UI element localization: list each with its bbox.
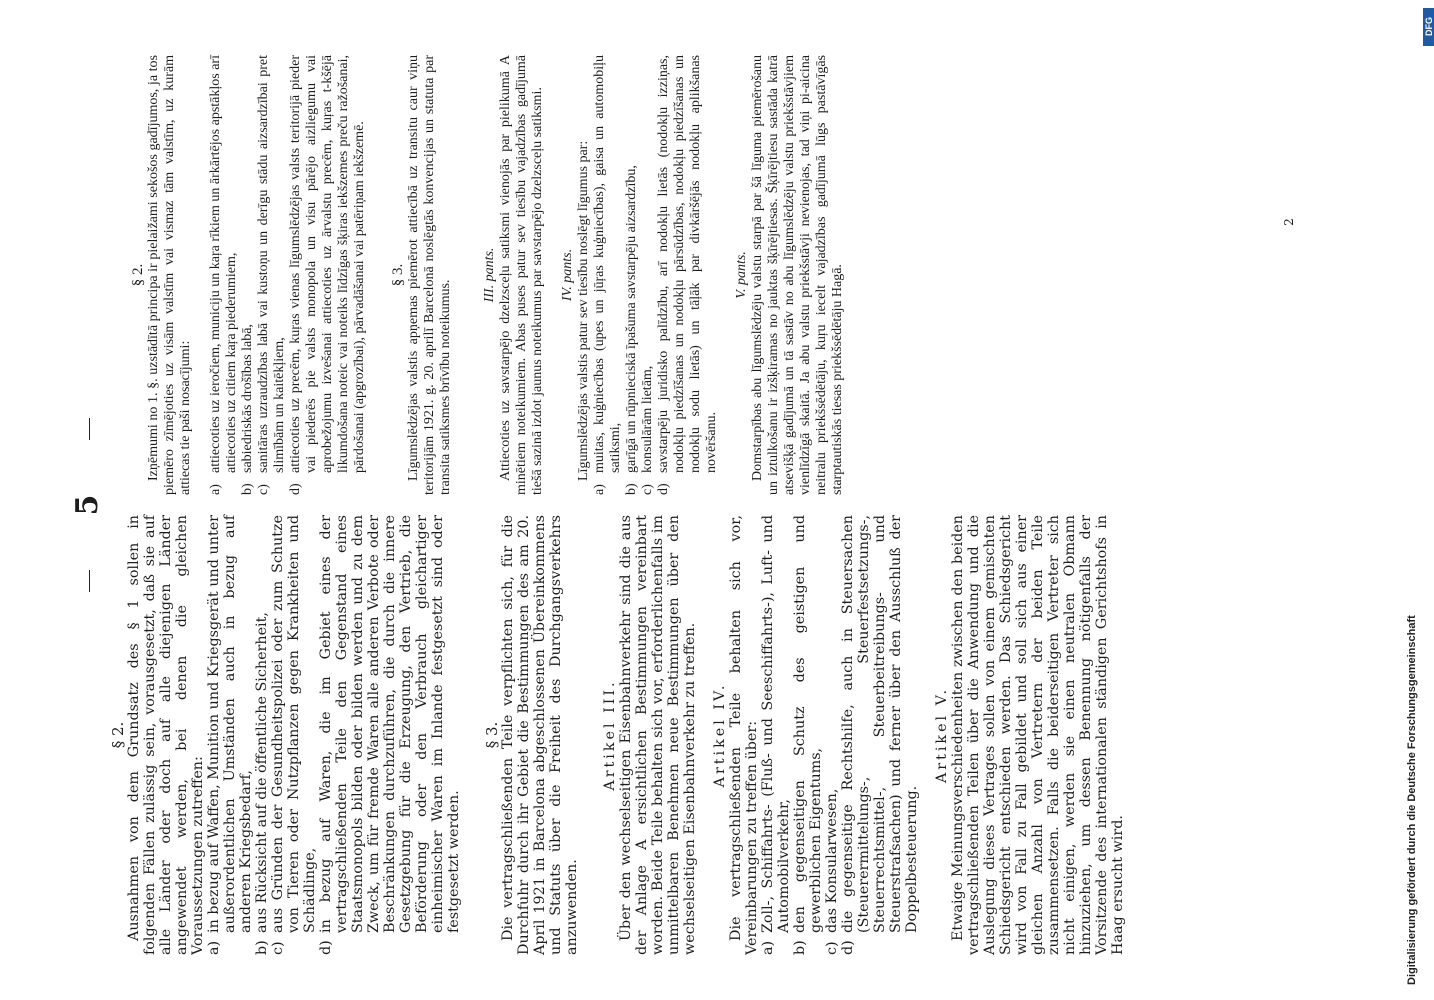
dfg-logo: DFG xyxy=(1423,8,1434,46)
de-sec2-list xyxy=(206,515,462,955)
list-item: d) attiecoties uz precēm, kuŗas vienas līgumslēdzējas valsts teritorijā pieder vai piederēs pie valsts monopola un visu pārējo aizliegumu vai aprobežojumu izvešanai attiecoties uz ārvalstu precēm, kuŗas t-kšējā likumdošana notеic vai noteiks līdzīgas šķiras iekšzemes preču ražošanai, pārdošanai (apgrozībai), pārvadāšanai vai patēriņam iekšzemē. xyxy=(288,55,367,495)
lv-art4-list xyxy=(592,55,720,495)
list-item: a) attiecoties uz ieročiem, municiju un kaŗa rīkiem un ārkārtējos apstākļos arī attiecoties uz citiem kaŗa piederumiem, xyxy=(208,55,239,495)
lv-art5-text: Domstarpības abu līgumslēdzēju valstu starpā par šā līguma piemērošanu un iztulkošanu ir izšķiramas no jauktas šķīrējtiesas. Šķīrējtiesu sastāda katrā atsevišķā gadījumā un tā sastāv no abu līgumslēdzēju valstu priekšstāvjiem vienlīdzīgā skaitā. Ja abu valstu priekšstāvji nevienojas, tad viņi pi-aicina neitralu priekšsēdētāju, kuŗu iecelt vajadzības gadījumā lūgs pastāvīgās starptautiskās tiesas priekšsēdētāju Hagā. xyxy=(750,55,845,495)
list-item: a) muitas, kuģniecības (upes un jūŗas kuģniecības), gaisa un automobiļu satiksmi, xyxy=(592,55,623,495)
lv-sec2-intro: Izņēmumi no 1. §. uzstādītā principa ir pielaižami sekošos gadījumos, ja tos piemēro zīmējoties uz visām valstīm vai vismaz tām valstīm, uz kurām attiecas tie paši nosacījumi: xyxy=(146,55,193,495)
lv-art4-intro: Līgumslēdzējas valstis patur sev tiesību noslēgt līgumus par: xyxy=(576,140,591,481)
de-sec3-title: § 3. xyxy=(483,721,501,749)
lv-sec3-text: Līgumslēdzējas valstis apņemas piemērot attiecībā uz transitu caur viņu teritorijām 1921. g. 20. aprilī Barcelonā noslēgtās konvencijas un statuta par transita satiksmes brīvību noteikumus. xyxy=(406,55,453,495)
de-sec2-title: § 2. xyxy=(109,721,127,749)
lv-art5-title: V. pants. xyxy=(734,251,749,299)
list-item: a) Zoll-, Schiffahrts- (Fluß- und Seeschiffahrts-), Luft- und Automobilverkehr, xyxy=(760,515,792,955)
list-item: b) sabiedriskās drošības labā, xyxy=(240,324,255,495)
de-sec3-text: Die vertragschließenden Teile verpflichten sich, für die Durchfuhr durch ihr Gebiet die Bestimmungen des am 20. April 1921 in Barcelona abgeschlossenen Übereinkommens und Statuts über die Freiheit des Durchgangsverkehrs anzuwenden. xyxy=(500,515,580,955)
page-number: 5 xyxy=(70,494,105,516)
de-art4-intro: Die vertragschließenden Teile behalten sich vor, Vereinbarungen zu treffen über: xyxy=(728,515,760,955)
lv-art4-title: IV. pants. xyxy=(560,248,575,302)
de-art5-title: Artikel V. xyxy=(934,686,950,784)
lv-art3-title: III. pants. xyxy=(482,247,497,303)
header-rule-right xyxy=(89,418,90,440)
list-item: b) aus Rücksicht auf die öffentliche Sicherheit, xyxy=(254,612,270,955)
list-item: d) in bezug auf Waren, die im Gebiet eines der vertragschließenden Teile den Gegenstand eines Staatsmonopols bilden oder bilden werden und zu dem Zweck, um für fremde Waren alle anderen Verbote oder Beschränkungen durchzuführen, die durch die innere Gesetzgebung für die Erzeugung, den Vertrieb, die Beförderung oder den Verbrauch gleichartiger einheimischer Waren im Inlande festgesetzt sind oder festgesetzt werden. xyxy=(318,515,462,955)
list-item: c) sanitāras uzraudzības labā vai kustoņu un derīgu stādu aizsardzībai pret slimībām un kaitēkļiem, xyxy=(256,55,287,495)
list-item: c) konsulārām lietām, xyxy=(640,365,655,495)
digitization-credit: Digitalisierung gefördert durch die Deutsche Forschungsgemeinschaft xyxy=(1406,615,1418,985)
list-item: d) savstarpēju juridisko palīdzību, arī nodokļu lietās (nodokļu izziņas, nodokļu piedzīšanas un nodokļu pārsūdzības, nodokļu piedzīšanas un nodokļu sodu lietās) un tāļāk par divkāršējās nodokļu aplikšanas novēršanu. xyxy=(656,55,719,495)
german-column xyxy=(109,515,1126,955)
list-item: a) in bezug auf Waffen, Munition und Kriegsgerät und unter außerordentlichen Umständen auch in bezug auf anderen Kriegsbedarf, xyxy=(206,515,254,955)
latvian-column xyxy=(130,55,845,495)
page-header xyxy=(70,55,110,955)
de-art4-list xyxy=(760,515,920,955)
rotated-document xyxy=(70,55,1320,955)
header-rule-left xyxy=(89,570,90,592)
de-art3-text: Über den wechselseitigen Eisenbahnverkehr sind die aus der Anlage A ersichtlichen Bestimmungen vereinbart worden. Beide Teile behalten sich vor, erforderlichenfalls im unmittelbaren Benehmen neue Bestimmungen über den wechselseitigen Eisenbahnverkehr zu treffen. xyxy=(618,515,698,955)
lv-sec2-title: § 2. xyxy=(130,263,146,287)
lv-sec3-title: § 3. xyxy=(390,263,406,287)
footer-page-number: 2 xyxy=(1281,218,1296,226)
lv-art3-text: Attiecoties uz savstarpējo dzelzsceļu satiksmi vienojās par pielikumā A minētiem noteikumiem. Abas puses patur sev tiesību vajadzības gadījumā tiešā sazinā izdot jaunus noteikumus par savstarpējo dzelzsceļu satiksmi. xyxy=(498,55,545,495)
de-art5-text: Etwaige Meinungsverschiedenheiten zwischen den beiden vertragschließenden Teilen über die Anwendung und die Auslegung dieses Vertrages sollen von einem gemischten Schiedsgericht entschieden werden. Das Schiedsgericht wird von Fall zu Fall gebildet und soll sich aus einer gleichen Anzahl von Vertretern der beiden Teile zusammensetzen. Falls die beiderseitigen Vertreter sich nicht einigen, werden sie einen neutralen Obmann hinzuziehen, um dessen Benennung nötigenfalls der Vorsitzende des internationalen ständigen Gerichtshofs in Haag ersucht wird. xyxy=(950,515,1126,955)
list-item: b) garīgā un rūpnieciskā īpašuma savstarpēju aizsardzību, xyxy=(624,165,639,495)
de-art4-title: Artikel IV. xyxy=(712,682,728,788)
list-item: c) aus Gründen der Gesundheitspolizei oder zum Schutze von Tieren oder Nutzpflanzen gegen Krankheiten und Schädlinge, xyxy=(270,515,318,955)
list-item: d) die gegenseitige Rechtshilfe, auch in Steuersachen (Steuerermittelungs-, Steuerfestsetzungs-, Steuerrechtsmittel-, Steuerbeitreibungs- und Steuerstrafsachen) und ferner über den Ausschluß der Doppelbesteuerung. xyxy=(840,515,920,955)
lv-sec2-list xyxy=(208,55,368,495)
de-sec2-intro: Ausnahmen von dem Grundsatz des § 1 sollen in folgenden Fällen zulässig sein, vorausgesetzt, daß sie auf alle Länder oder doch auf alle diejenigen Länder angewendet werden, bei denen die gleichen Voraussetzungen zutreffen: xyxy=(126,515,206,955)
list-item: c) das Konsularwesen, xyxy=(824,788,840,955)
de-art3-title: Artikel III. xyxy=(602,679,618,791)
list-item: b) den gegenseitigen Schutz des geistigen und gewerblichen Eigentums, xyxy=(792,515,824,955)
